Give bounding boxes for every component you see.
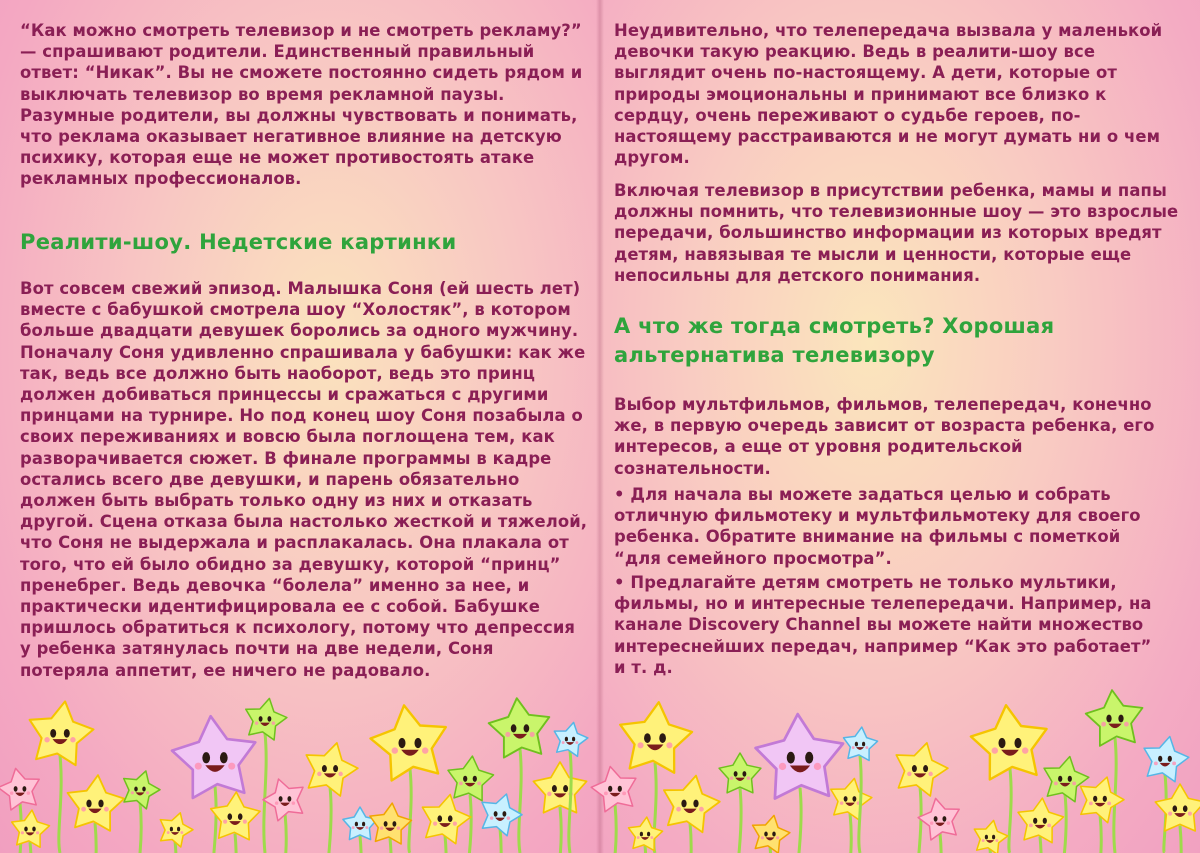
page-fold <box>596 0 604 853</box>
right-bullet-1: • Для начала вы можете задаться целью и собрать отличную фильмотеку и мультфильмотеку для своего ребенка. Обратите внимание на фильмы с пометкой “для семейного просмотра”. <box>614 485 1141 568</box>
left-story-paragraph: Вот совсем свежий эпизод. Малышка Соня (ей шесть лет) вместе с бабушкой смотрела шоу “Холостяк”, в котором больше двадцати девушек боролись за одного мужчину. Поначалу Соня удивленно спрашивала у бабушки: как же так, ведь все должно быть наоборот, ведь это принц должен добиваться принцессы и сражаться с другими принцами на турнире. Но под конец шоу Соня позабыла о своих переживаниях и вовсю была поглощена тем, как разворачивается сюжет. В финале программы в кадре остались всего две девушки, и парень обязательно должен быть выбрать только одну из них и отказать другой. Сцена отказа была настолько жесткой и тяжелой, что Соня не выдержала и расплакалась. Она плакала от того, что ей было обидно за девушку, которой “принц” пренебрег. Ведь девочка “болела” именно за нее, и практически идентифицировала ее с собой. Бабушке пришлось обратиться к психологу, потому что депрессия у ребенка затянулась почти на две недели, Соня потеряла аппетит, ее ничего не радовало. <box>20 279 588 680</box>
right-section-heading: А что же тогда смотреть? Хорошая альтернатива телевизору <box>614 314 1055 367</box>
left-intro-paragraph: “Как можно смотреть телевизор и не смотреть рекламу?” — спрашивают родители. Единственный правильный ответ: “Никак”. Вы не сможете постоянно сидеть рядом и выключать телевизор во время рекламной паузы. Разумные родители, вы должны чувствовать и понимать, что реклама оказывает негативное влияние на детскую психику, которая еще не может противостоять атаке рекламных профессионалов. <box>20 21 583 189</box>
right-paragraph-1: Неудивительно, что телепередача вызвала у маленькой девочки такую реакцию. Ведь в реалити-шоу все выглядит очень по-настоящему. А дети, которые от природы эмоциональны и принимают все близко к сердцу, очень переживают о судьбе героев, по-настоящему расстраиваются и не могут думать ни о чем другом. <box>614 21 1163 168</box>
right-bullet-2: • Предлагайте детям смотреть не только мультики, фильмы, но и интересные телепередачи. Например, на канале Discovery Channel вы можете найти множество интереснейших передач, например “Как это работает” и т. д. <box>614 573 1152 677</box>
right-paragraph-3: Выбор мультфильмов, фильмов, телепередач, конечно же, в первую очередь зависит от возраста ребенка, его интересов, а еще от уровня родительской сознательности. <box>614 395 1155 478</box>
left-section-heading: Реалити-шоу. Недетские картинки <box>20 230 457 254</box>
right-paragraph-2: Включая телевизор в присутствии ребенка, мамы и папы должны помнить, что телевизионные шоу — это взрослые передачи, большинство информации из которых вредят детям, навязывая те мысли и ценности, которые еще непосильны для детского понимания. <box>614 181 1179 285</box>
right-page <box>600 0 1200 853</box>
